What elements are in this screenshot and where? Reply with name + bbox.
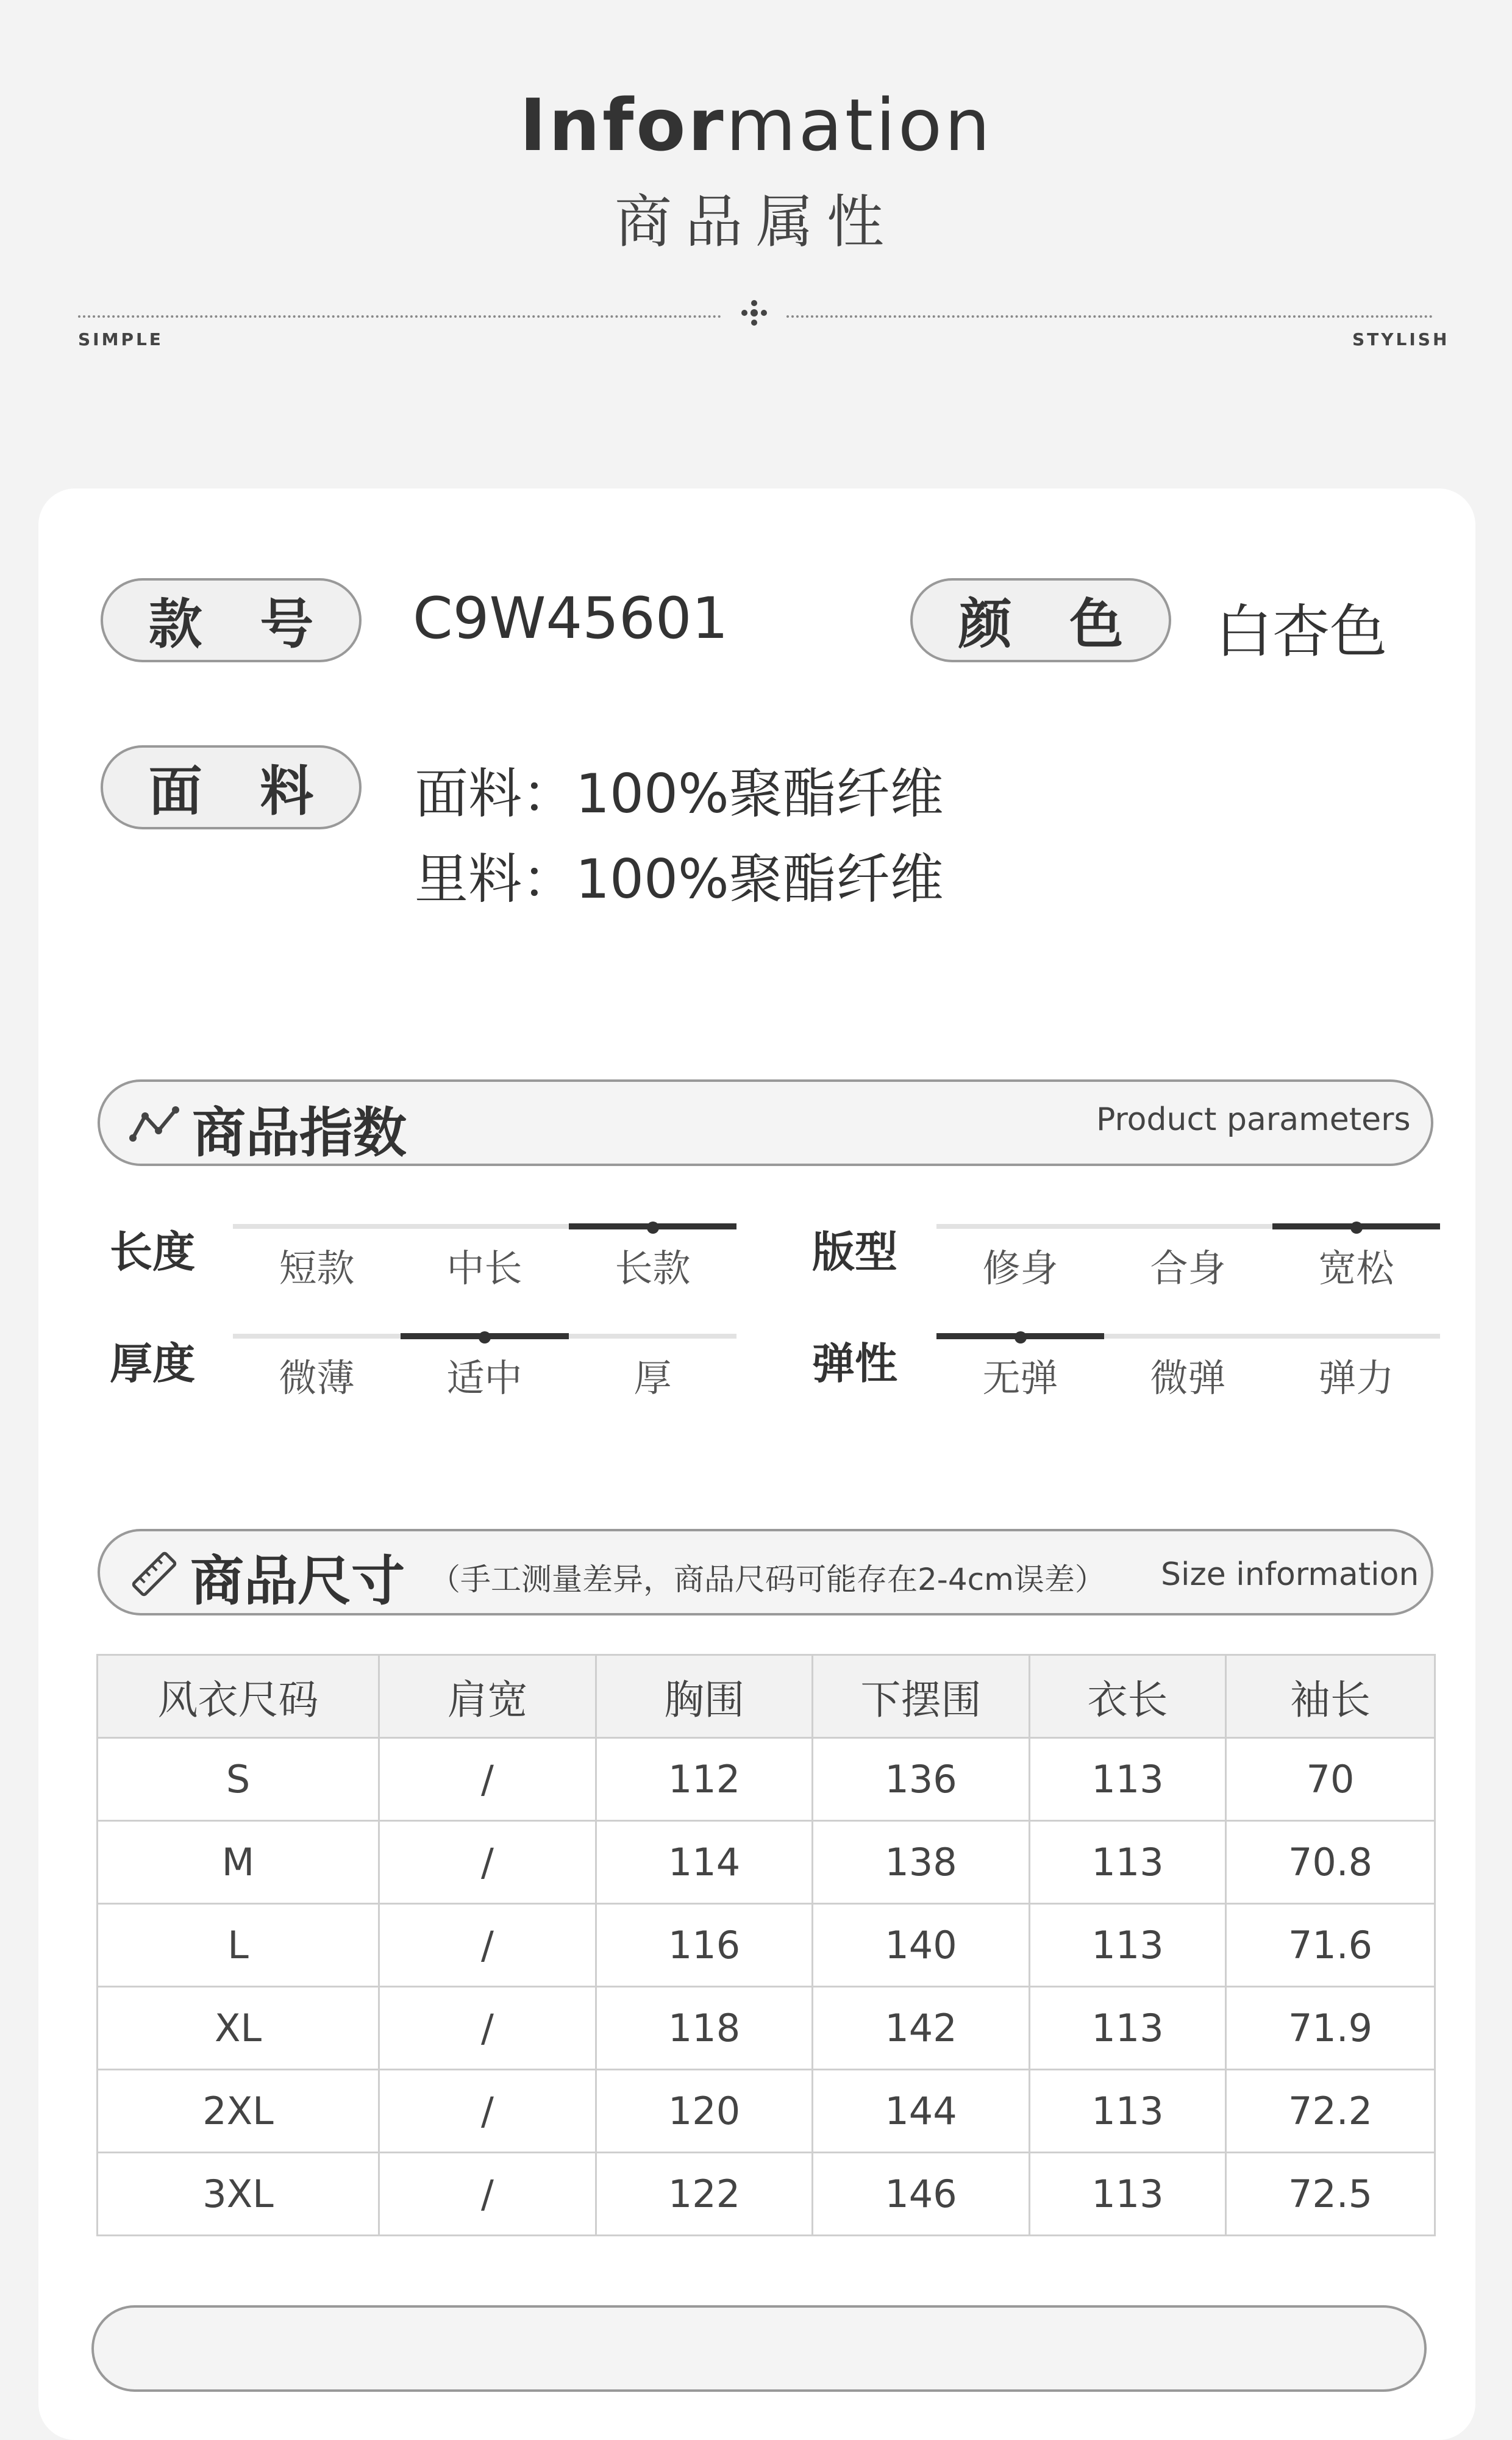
size-table — [96, 1654, 1436, 2236]
table-row — [98, 2153, 1435, 2236]
table-cell: 113 — [1030, 1738, 1226, 1821]
ornament-icon — [739, 298, 769, 328]
title-strong: Infor — [519, 83, 726, 167]
table-cell: 114 — [596, 1821, 813, 1904]
table-row — [98, 1738, 1435, 1821]
table-row — [98, 1904, 1435, 1987]
table-cell: 138 — [813, 1821, 1030, 1904]
param-elasticity-opt-1: 无弹 — [982, 1356, 1058, 1400]
divider-right — [786, 315, 1433, 318]
table-cell: 122 — [596, 2153, 813, 2236]
table-cell: 3XL — [98, 2153, 379, 2236]
param-elasticity-label: 弹性 — [812, 1339, 897, 1389]
table-cell: 140 — [813, 1904, 1030, 1987]
table-header-row — [98, 1655, 1435, 1738]
param-fit-label: 版型 — [812, 1227, 897, 1277]
table-cell: 116 — [596, 1904, 813, 1987]
table-row — [98, 2070, 1435, 2153]
param-fit-opt-2: 合身 — [1150, 1246, 1226, 1290]
col-header: 袖长 — [1226, 1655, 1435, 1738]
table-row — [98, 1987, 1435, 2070]
next-section-header-bar — [91, 2305, 1427, 2392]
table-cell: 118 — [596, 1987, 813, 2070]
col-header: 胸围 — [596, 1655, 813, 1738]
table-cell: S — [98, 1738, 379, 1821]
table-cell: 113 — [1030, 1904, 1226, 1987]
param-fit-opt-1: 修身 — [982, 1246, 1058, 1290]
table-cell: XL — [98, 1987, 379, 2070]
param-length-label: 长度 — [110, 1227, 195, 1277]
table-cell: 70.8 — [1226, 1821, 1435, 1904]
size-title: 商品尺寸 — [190, 1550, 405, 1612]
size-note: （手工测量差异，商品尺码可能存在2-4cm误差） — [430, 1562, 1105, 1597]
table-cell: 113 — [1030, 2153, 1226, 2236]
trend-line-icon — [129, 1105, 179, 1143]
col-header: 肩宽 — [379, 1655, 596, 1738]
param-length-opt-2: 中长 — [446, 1246, 522, 1290]
col-header: 风衣尺码 — [98, 1655, 379, 1738]
color-value: 白杏色 — [1215, 599, 1388, 665]
table-cell: 113 — [1030, 1987, 1226, 2070]
style-no-value: C9W45601 — [413, 585, 729, 652]
table-cell: 136 — [813, 1738, 1030, 1821]
param-thickness-opt-3: 厚 — [633, 1356, 672, 1400]
param-thickness-opt-1: 微薄 — [279, 1356, 355, 1400]
fabric-lining: 里料：100%聚酯纤维 — [415, 848, 944, 911]
color-label: 颜 色 — [910, 578, 1171, 662]
param-thickness-opt-2: 适中 — [446, 1356, 522, 1400]
style-no-label: 款 号 — [101, 578, 362, 662]
param-elasticity-opt-3: 弹力 — [1318, 1356, 1394, 1400]
table-row — [98, 1821, 1435, 1904]
col-header: 衣长 — [1030, 1655, 1226, 1738]
param-thickness-marker — [479, 1331, 491, 1343]
param-length-marker — [647, 1222, 659, 1234]
fabric-label: 面 料 — [101, 745, 362, 829]
page-subtitle: 商品属性 — [614, 189, 897, 256]
table-cell: L — [98, 1904, 379, 1987]
table-cell: 71.6 — [1226, 1904, 1435, 1987]
simple-tag: SIMPLE — [78, 329, 163, 349]
title-rest: mation — [726, 83, 993, 167]
table-cell: 142 — [813, 1987, 1030, 2070]
table-cell: / — [379, 2153, 596, 2236]
table-cell: 120 — [596, 2070, 813, 2153]
table-cell: 2XL — [98, 2070, 379, 2153]
page-title — [0, 79, 1512, 171]
table-cell: / — [379, 1821, 596, 1904]
table-cell: 72.5 — [1226, 2153, 1435, 2236]
size-title-en: Size information — [1161, 1556, 1419, 1593]
table-cell: 146 — [813, 2153, 1030, 2236]
param-elasticity-opt-2: 微弹 — [1150, 1356, 1226, 1400]
table-cell: / — [379, 2070, 596, 2153]
table-cell: 70 — [1226, 1738, 1435, 1821]
table-cell: / — [379, 1987, 596, 2070]
table-cell: 112 — [596, 1738, 813, 1821]
table-cell: 72.2 — [1226, 2070, 1435, 2153]
params-title-en: Product parameters — [1096, 1101, 1411, 1138]
table-cell: / — [379, 1738, 596, 1821]
params-title: 商品指数 — [192, 1101, 407, 1164]
table-cell: M — [98, 1821, 379, 1904]
stylish-tag: STYLISH — [1352, 329, 1450, 349]
param-length-opt-1: 短款 — [279, 1246, 355, 1290]
param-thickness-label: 厚度 — [110, 1339, 195, 1389]
table-cell: 113 — [1030, 2070, 1226, 2153]
table-cell: / — [379, 1904, 596, 1987]
table-cell: 71.9 — [1226, 1987, 1435, 2070]
param-elasticity-marker — [1015, 1331, 1027, 1343]
param-fit-opt-3: 宽松 — [1318, 1246, 1394, 1290]
table-cell: 113 — [1030, 1821, 1226, 1904]
fabric-outer: 面料：100%聚酯纤维 — [415, 762, 944, 825]
table-cell: 144 — [813, 2070, 1030, 2153]
param-fit-marker — [1350, 1222, 1363, 1234]
ruler-icon — [128, 1548, 180, 1600]
param-length-opt-3: 长款 — [615, 1246, 691, 1290]
col-header: 下摆围 — [813, 1655, 1030, 1738]
divider-left — [78, 315, 721, 318]
